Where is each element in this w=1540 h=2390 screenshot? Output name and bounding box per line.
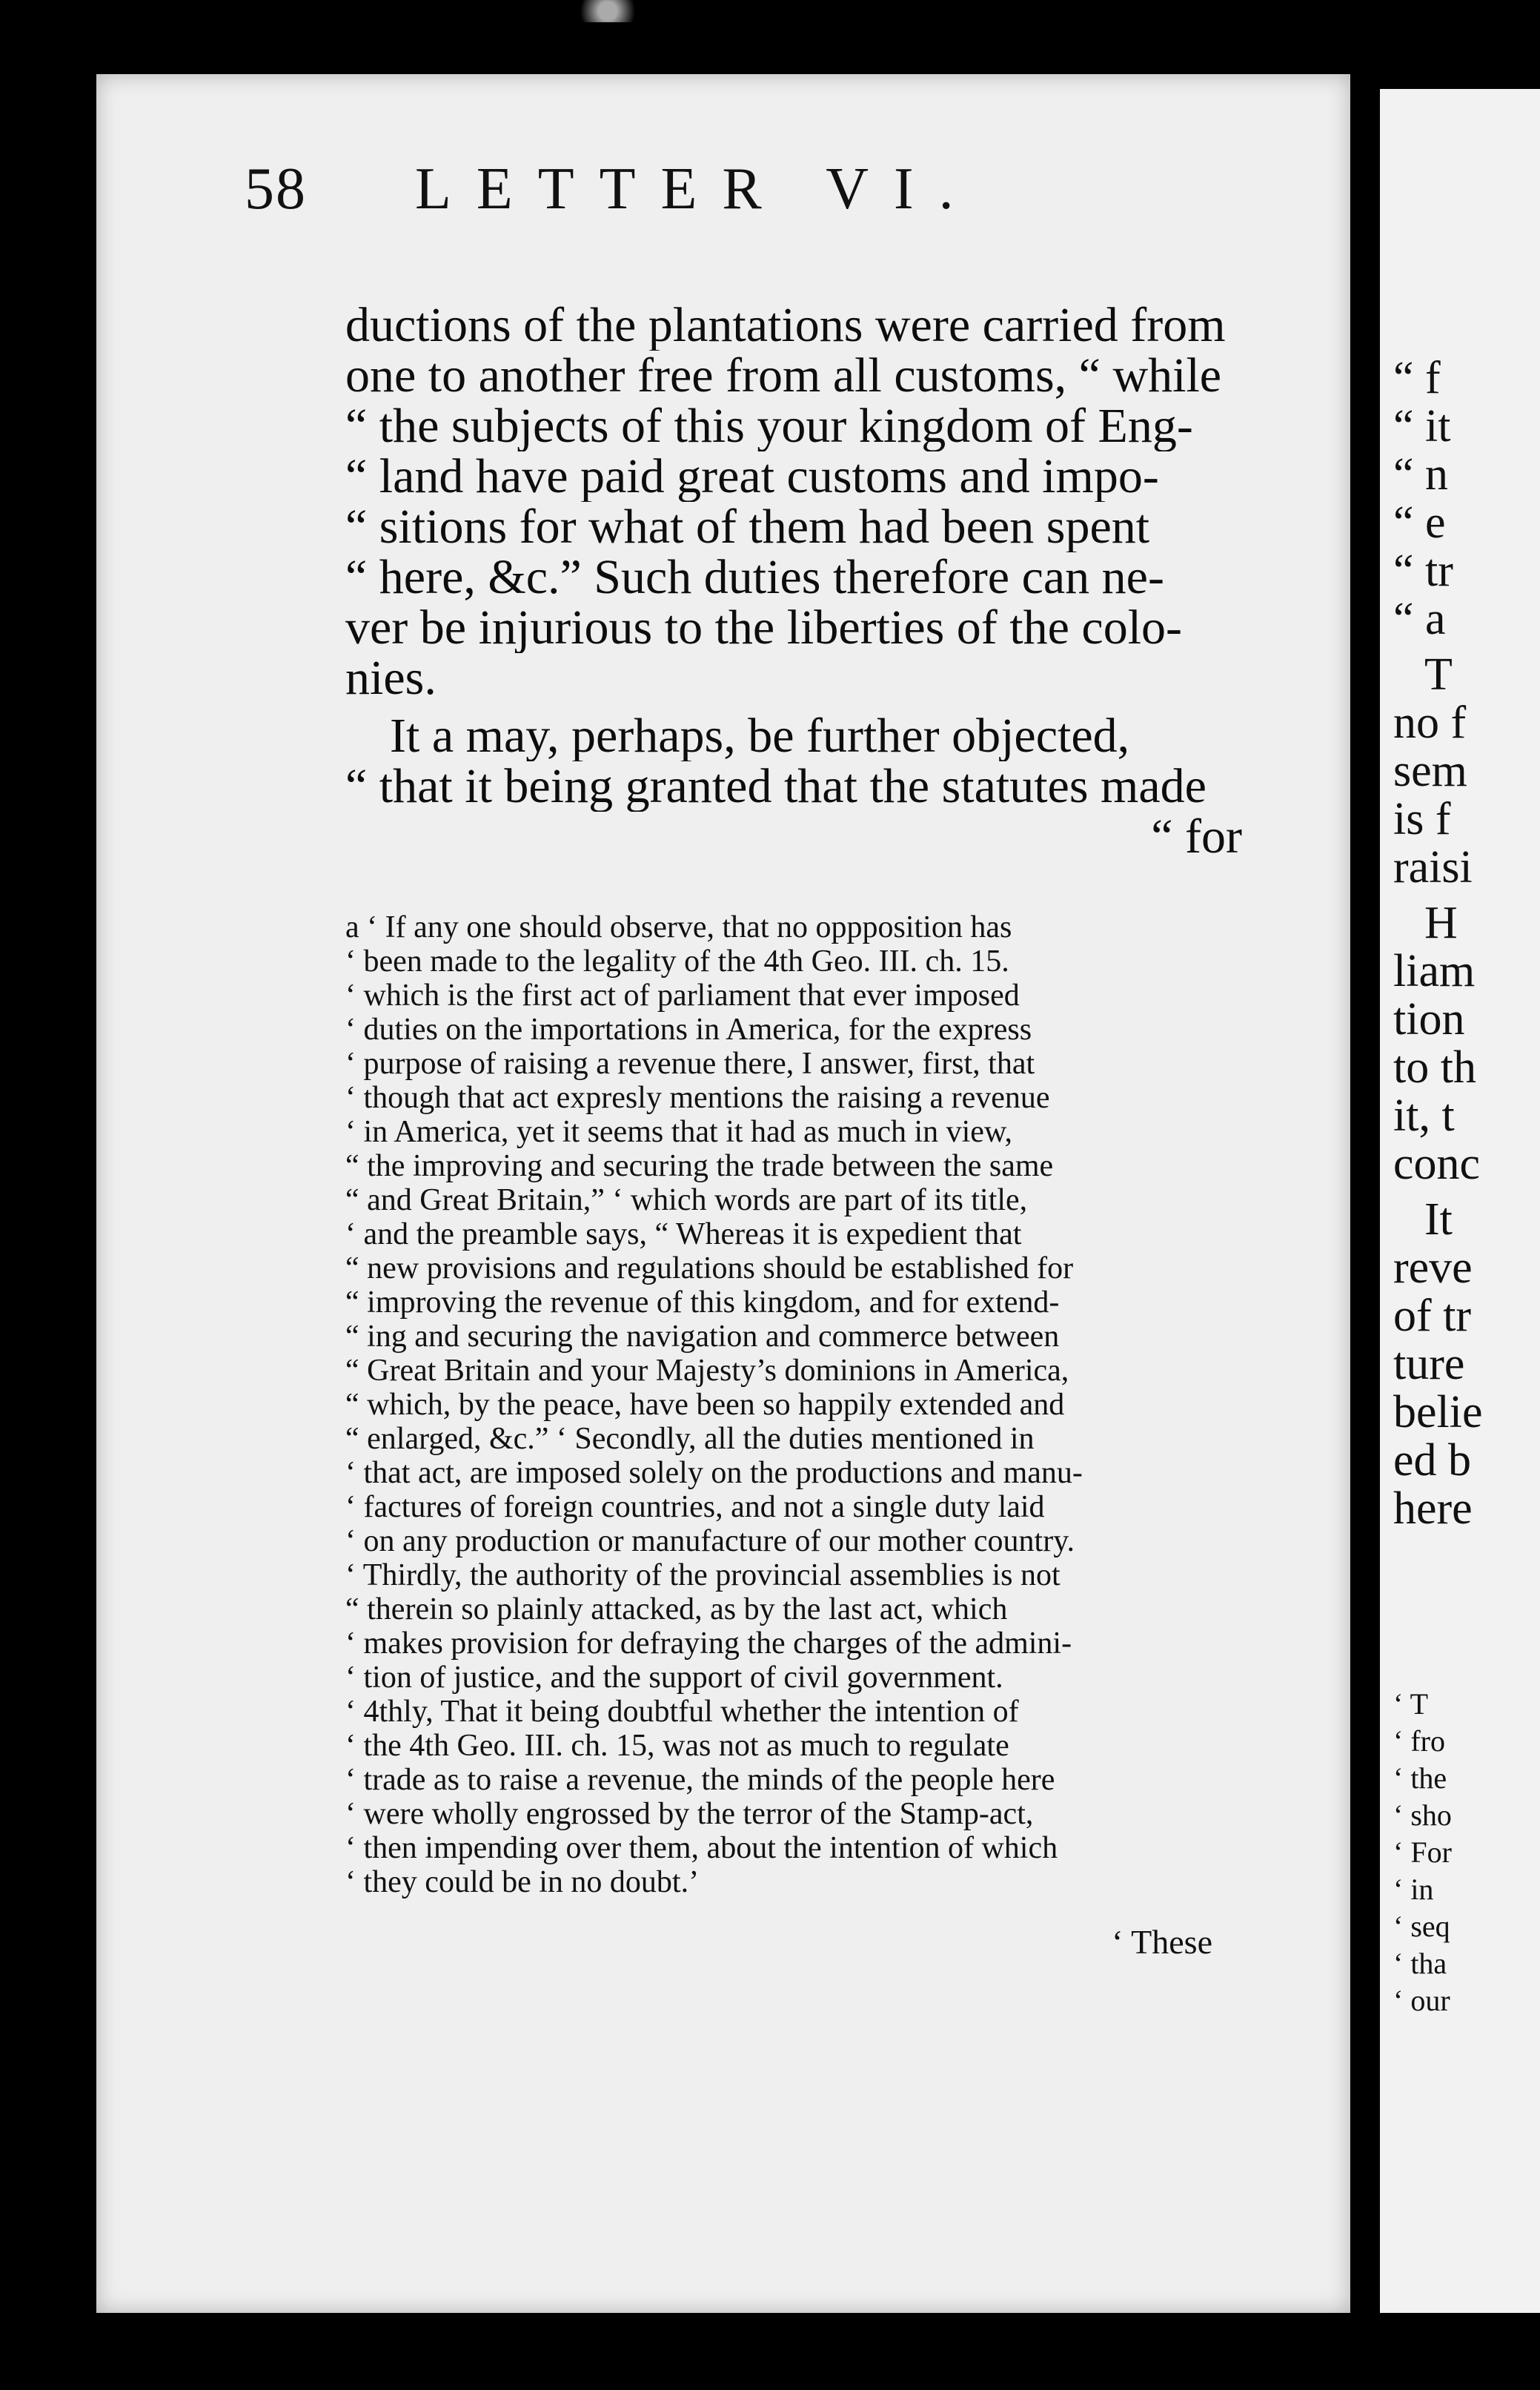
footnote-line: ‘ 4thly, That it being doubtful whether the intention of	[345, 1695, 1019, 1729]
footnote-line: ‘ on any production or manufacture of our mother country.	[345, 1524, 1075, 1558]
facing-line: “ a	[1393, 594, 1446, 644]
footnote-line: ‘ were wholly engrossed by the terror of the Stamp-act,	[345, 1797, 1034, 1831]
footnote-line: ‘ which is the first act of parliament that ever imposed	[345, 979, 1020, 1013]
running-head: LETTER VI.	[415, 156, 979, 222]
footnote-line: ‘ and the preamble says, “ Whereas it is expedient that	[345, 1217, 1022, 1251]
facing-line: conc	[1393, 1139, 1481, 1189]
footnote-line: ‘ trade as to raise a revenue, the minds of the people here	[345, 1763, 1055, 1797]
footnote-line: ‘ been made to the legality of the 4th Geo. III. ch. 15.	[345, 944, 1009, 979]
facing-line: raisi	[1393, 842, 1473, 893]
facing-line: It	[1424, 1194, 1453, 1245]
body-line: “ here, &c.” Such duties therefore can ne-	[345, 552, 1164, 603]
facing-footnote-line: ‘ sho	[1393, 1798, 1452, 1832]
footnote-line: ‘ tion of justice, and the support of civil government.	[345, 1661, 1003, 1695]
footnote-line: ‘ purpose of raising a revenue there, I answer, first, that	[345, 1047, 1035, 1081]
footnote-line: “ Great Britain and your Majesty’s dominions in America,	[345, 1354, 1069, 1388]
footnote-line: “ the improving and securing the trade between the same	[345, 1149, 1054, 1183]
catchword: “ for	[1151, 812, 1242, 862]
facing-line: of tr	[1393, 1291, 1472, 1341]
facing-line: ed b	[1393, 1435, 1472, 1486]
page-header	[245, 156, 1282, 252]
facing-footnote-line: ‘ For	[1393, 1835, 1452, 1869]
facing-line: reve	[1393, 1242, 1473, 1293]
facing-line: “ e	[1393, 497, 1446, 548]
facing-footnote-line: ‘ seq	[1393, 1910, 1450, 1943]
body-line: It a may, perhaps, be further objected,	[390, 711, 1130, 761]
body-text	[345, 300, 1257, 862]
facing-line: is f	[1393, 794, 1451, 844]
page-number: 58	[245, 156, 307, 222]
facing-footnote-line: ‘ fro	[1393, 1724, 1445, 1758]
footnote-line: “ enlarged, &c.” ‘ Secondly, all the duties mentioned in	[345, 1422, 1035, 1456]
footnote-line: ‘ Thirdly, the authority of the provincial assemblies is not	[345, 1558, 1061, 1592]
body-line: ductions of the plantations were carried from	[345, 300, 1226, 351]
facing-line: H	[1424, 898, 1458, 948]
facing-line: ture	[1393, 1339, 1465, 1389]
facing-line: to th	[1393, 1042, 1476, 1093]
footnote-line: ‘ though that act expresly mentions the raising a revenue	[345, 1081, 1050, 1115]
footnote-line: “ new provisions and regulations should be established for	[345, 1251, 1074, 1285]
body-line: “ sitions for what of them had been spent	[345, 502, 1150, 552]
facing-line: “ it	[1393, 401, 1451, 451]
body-line: ver be injurious to the liberties of the colo-	[345, 603, 1183, 653]
facing-line: sem	[1393, 746, 1467, 796]
footnote-line: ‘ makes provision for defraying the charges of the admini-	[345, 1626, 1072, 1661]
footnote-line: ‘ they could be in no doubt.’	[345, 1865, 700, 1899]
facing-line: here	[1393, 1483, 1473, 1534]
facing-line: T	[1424, 649, 1453, 700]
footnote-line: “ therein so plainly attacked, as by the last act, which	[345, 1592, 1008, 1626]
footnote-line: a ‘ If any one should observe, that no oppposition has	[345, 910, 1012, 944]
body-line: nies.	[345, 653, 437, 704]
facing-footnote-line: ‘ the	[1393, 1761, 1447, 1795]
facing-footnote-line: ‘ our	[1393, 1984, 1450, 2017]
body-line: “ the subjects of this your kingdom of Eng-	[345, 401, 1193, 451]
facing-line: no f	[1393, 698, 1467, 748]
facing-footnote-line: ‘ tha	[1393, 1947, 1447, 1980]
facing-line: liam	[1393, 946, 1476, 996]
footnote-line: ‘ duties on the importations in America, for the express	[345, 1013, 1032, 1047]
footnote-line: “ which, by the peace, have been so happily extended and	[345, 1388, 1065, 1422]
footnote	[345, 910, 1257, 1963]
body-line: “ land have paid great customs and impo-	[345, 451, 1159, 502]
scan-mark	[563, 0, 652, 22]
body-line: “ that it being granted that the statutes made	[345, 761, 1207, 812]
facing-footnote-line: ‘ in	[1393, 1873, 1434, 1906]
facing-line: belie	[1393, 1387, 1483, 1437]
footnote-line: “ improving the revenue of this kingdom, and for extend-	[345, 1285, 1060, 1320]
footnote-line: ‘ then impending over them, about the intention of which	[345, 1831, 1058, 1865]
facing-footnote-line: ‘ T	[1393, 1687, 1429, 1721]
footnote-line: ‘ that act, are imposed solely on the productions and manu-	[345, 1456, 1083, 1490]
facing-page	[1380, 89, 1540, 2313]
body-line: one to another free from all customs, “ while	[345, 351, 1222, 401]
facing-line: “ f	[1393, 353, 1441, 403]
footnote-line: ‘ factures of foreign countries, and not a single duty laid	[345, 1490, 1045, 1524]
facing-line: tion	[1393, 994, 1465, 1045]
footnote-catchword: ‘ These	[1112, 1923, 1212, 1961]
facing-line: “ tr	[1393, 546, 1453, 596]
facing-line: it, t	[1393, 1090, 1455, 1141]
footnote-line: ‘ in America, yet it seems that it had as much in view,	[345, 1115, 1013, 1149]
facing-line: “ n	[1393, 449, 1449, 500]
footnote-line: ‘ the 4th Geo. III. ch. 15, was not as much to regulate	[345, 1729, 1009, 1763]
footnote-line: “ and Great Britain,” ‘ which words are part of its title,	[345, 1183, 1028, 1217]
footnote-line: “ ing and securing the navigation and commerce between	[345, 1320, 1060, 1354]
